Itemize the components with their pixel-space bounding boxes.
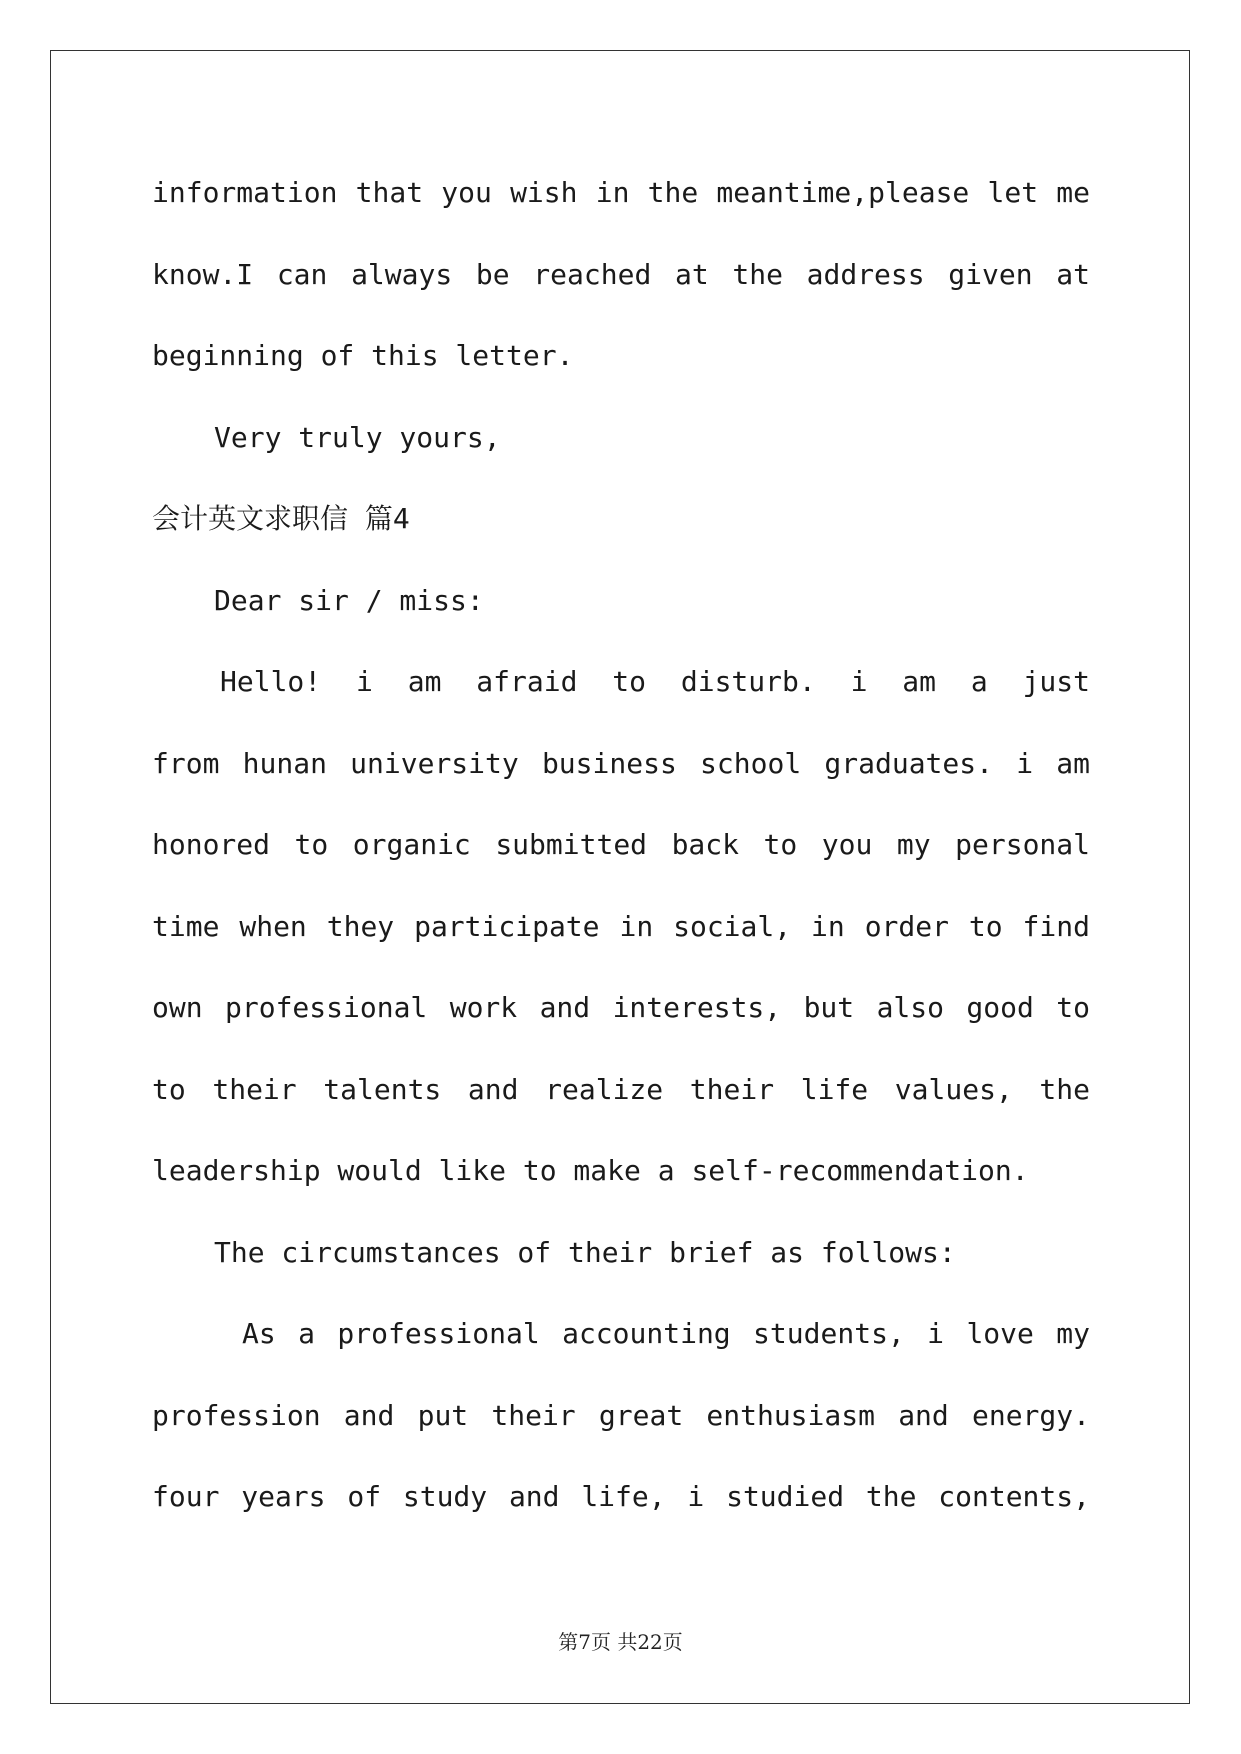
body-line: beginning of this letter. bbox=[152, 339, 574, 372]
body-line: time when they participate in social, in order to find bbox=[152, 909, 1090, 943]
body-line: to their talents and realize their life values, the bbox=[152, 1072, 1090, 1106]
body-line: four years of study and life, i studied the contents, bbox=[152, 1480, 1090, 1513]
body-line: Hello! i am afraid to disturb. i am a just bbox=[220, 665, 1090, 698]
page-footer: 第7页 共22页 bbox=[558, 1630, 683, 1654]
document-body bbox=[152, 158, 1090, 1544]
closing-line: Very truly yours, bbox=[214, 420, 501, 454]
body-line: honored to organic submitted back to you my personal bbox=[152, 828, 1090, 861]
body-line: profession and put their great enthusiasm and energy. bbox=[152, 1398, 1090, 1432]
body-line: information that you wish in the meantime,please let me bbox=[152, 176, 1090, 209]
salutation: Dear sir / miss: bbox=[214, 583, 484, 617]
body-line: from hunan university business school graduates. i am bbox=[152, 746, 1090, 780]
body-line: leadership would like to make a self-recommendation. bbox=[152, 1154, 1029, 1187]
body-line: As a professional accounting students, i love my bbox=[242, 1317, 1090, 1350]
body-line: own professional work and interests, but also good to bbox=[152, 991, 1090, 1024]
section-heading: 会计英文求职信 篇4 bbox=[152, 502, 410, 535]
body-line: The circumstances of their brief as follows: bbox=[214, 1235, 956, 1269]
body-line: know.I can always be reached at the address given at bbox=[152, 257, 1090, 291]
